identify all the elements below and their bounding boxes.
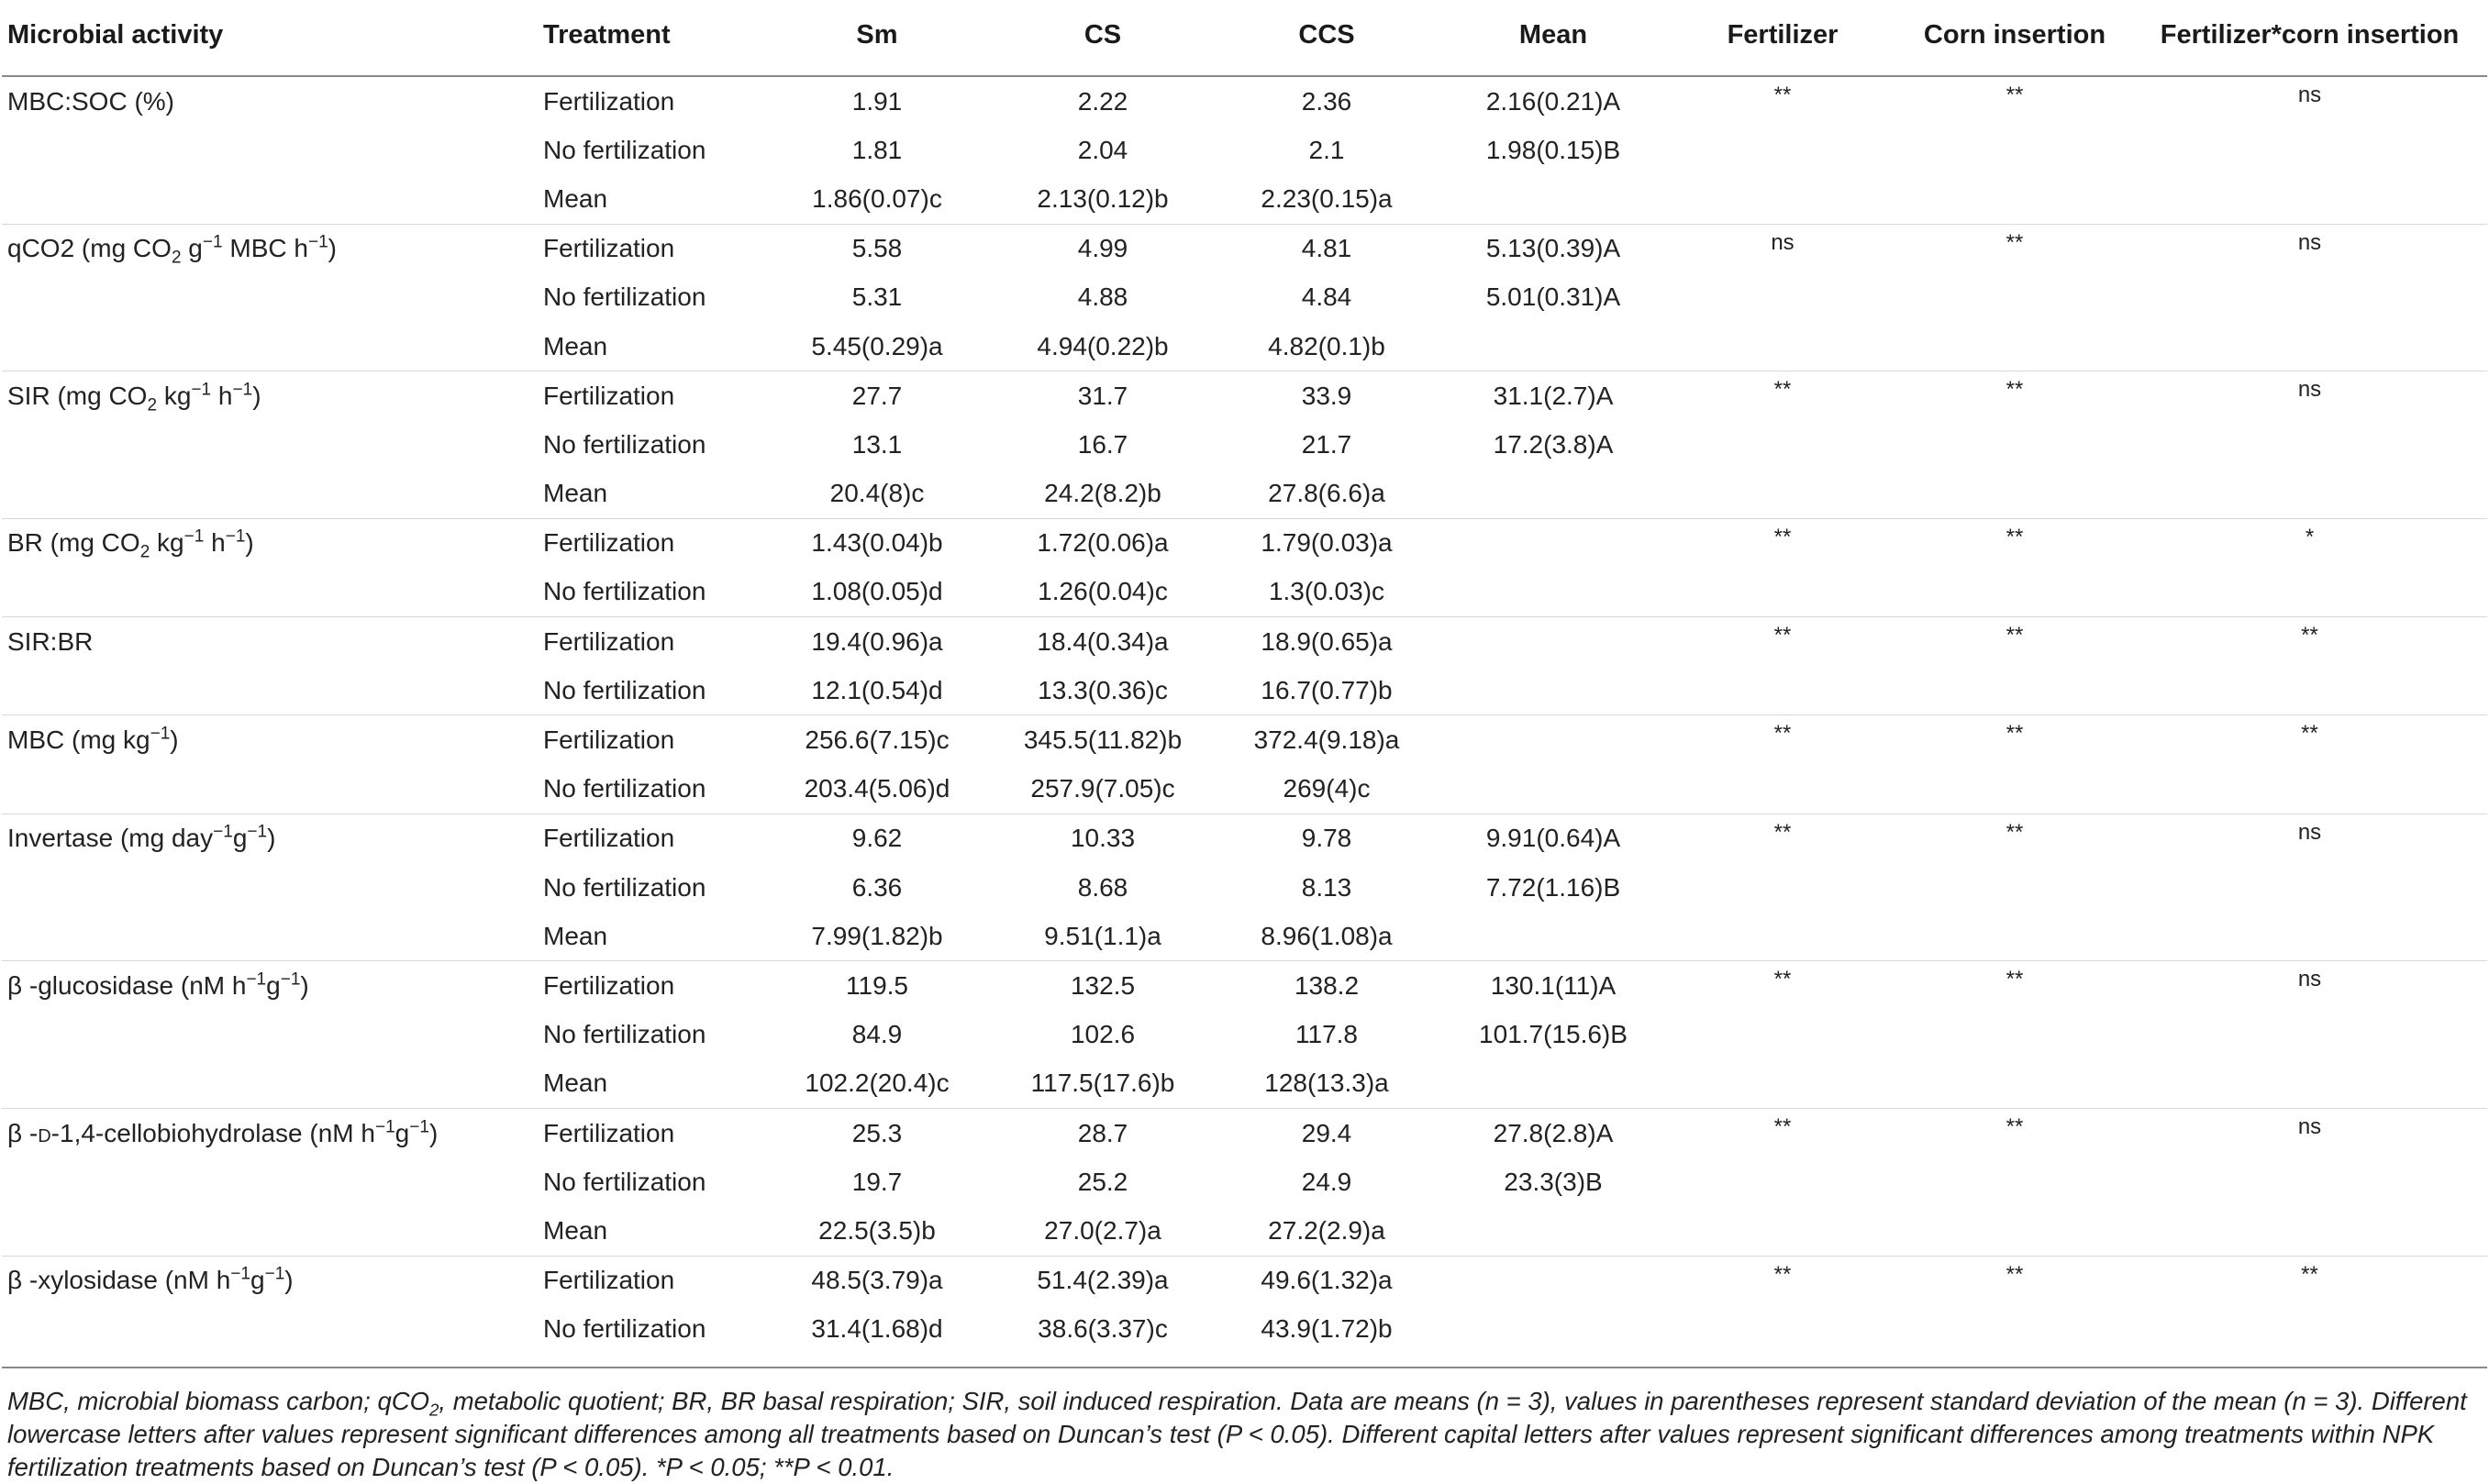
value-cell: 372.4(9.18)a [1215, 715, 1439, 765]
significance-cell [1897, 666, 2132, 715]
table-row [2, 518, 2487, 568]
mean-cell: 5.01(0.31)A [1485, 282, 1621, 312]
significance-cell [2132, 568, 2487, 617]
value-cell: 16.7 [1077, 429, 1128, 459]
treatment-cell: Mean [543, 479, 608, 508]
mean-cell [1439, 912, 1668, 961]
significance-cell [1668, 174, 1897, 224]
treatment-cell: Fertilization [539, 961, 763, 1011]
row-label-empty [2, 174, 539, 224]
treatment-cell: No fertilization [543, 675, 706, 704]
table-row [2, 420, 2487, 469]
treatment-cell: Fertilization [539, 617, 763, 667]
value-cell: 1.72(0.06)a [991, 518, 1215, 568]
significance-cell: * [2132, 518, 2487, 568]
value-cell: 16.7(0.77)b [1261, 675, 1393, 704]
value-cell: 5.31 [851, 282, 903, 312]
value-cell: 2.04 [1077, 135, 1128, 164]
table-row [2, 863, 2487, 912]
significance-cell: ** [1897, 814, 2132, 863]
value-cell: 38.6(3.37)c [1038, 1314, 1168, 1344]
significance-cell [1897, 1011, 2132, 1059]
significance-cell: ** [1668, 814, 1897, 863]
mean-cell: 5.13(0.39)A [1439, 224, 1668, 273]
row-label-invertase: Invertase (mg $day^{-1}g^{-1}$) [2, 814, 539, 863]
value-cell: 27.2(2.9)a [1268, 1215, 1385, 1245]
significance-cell [1897, 568, 2132, 617]
significance-cell [1668, 863, 1897, 912]
significance-cell [1668, 1011, 1897, 1059]
value-cell: 117.5(17.6)b [1030, 1069, 1175, 1098]
significance-cell [1668, 420, 1897, 469]
mean-cell: 9.91(0.64)A [1439, 814, 1668, 863]
value-cell: 27.0(2.7)a [1044, 1215, 1161, 1245]
mean-cell: 23.3(3)B [1504, 1167, 1603, 1196]
row-label-sir-br: SIR:BR [2, 617, 539, 667]
value-cell: 2.23(0.15)a [1261, 183, 1393, 213]
value-cell: 27.8(6.6)a [1268, 479, 1385, 508]
mean-cell: 130.1(11)A [1439, 961, 1668, 1011]
table-row [2, 666, 2487, 715]
row-label-xylosidase: β -xylosidase (nM $h^{-1}g^{-1}$) [2, 1256, 539, 1305]
significance-cell [1897, 126, 2132, 174]
table-footnote: MBC, microbial biomass carbon; qCO$_2$, metabolic quotient; BR, BR basal respiration; SIR, soil induced respiration. Data are means (n = 3), values in parentheses represent standard deviation of the mean (n = 3). Different lowercase letters after values represent significant differences among all treatments based on Duncan’s test (P < 0.05). Different capital letters after values represent significant differences among treatments within NPK fertilization treatments based on Duncan’s test (P < 0.05). *P < 0.05; **P < 0.01. [2, 1367, 2487, 1484]
mean-cell [1439, 1256, 1668, 1305]
row-label-sir: SIR (mg $CO_2$ $kg^{-1}$ $h^{-1}$) [2, 371, 539, 421]
mean-cell: 27.8(2.8)A [1439, 1108, 1668, 1157]
table-row [2, 76, 2487, 126]
significance-cell: ** [2132, 617, 2487, 667]
value-cell: 18.4(0.34)a [991, 617, 1215, 667]
row-label-empty [2, 1157, 539, 1206]
significance-cell [1668, 126, 1897, 174]
treatment-cell: No fertilization [543, 774, 706, 803]
row-label-glucosidase: β -glucosidase (nM $h^{-1}g^{-1}$) [2, 961, 539, 1011]
table-row [2, 1256, 2487, 1305]
mean-cell: 7.72(1.16)B [1485, 872, 1621, 902]
value-cell: 1.08(0.05)d [811, 577, 943, 606]
significance-cell [2132, 863, 2487, 912]
value-cell: 257.9(7.05)c [1030, 774, 1175, 803]
value-cell: 12.1(0.54)d [811, 675, 943, 704]
value-cell: 31.4(1.68)d [811, 1314, 943, 1344]
significance-cell [1668, 912, 1897, 961]
significance-cell: ** [1668, 1108, 1897, 1157]
value-cell: 2.36 [1301, 86, 1352, 116]
mean-cell: 31.1(2.7)A [1439, 371, 1668, 421]
significance-cell: ** [1668, 518, 1897, 568]
significance-cell [2132, 1305, 2487, 1354]
value-cell: 1.79(0.03)a [1215, 518, 1439, 568]
value-cell: 128(13.3)a [1264, 1069, 1389, 1098]
value-cell: 4.82(0.1)b [1268, 331, 1385, 360]
value-cell: 21.7 [1301, 429, 1352, 459]
value-cell: 25.3 [763, 1108, 991, 1157]
header-row [2, 9, 2487, 76]
table-row [2, 1305, 2487, 1354]
treatment-cell: Fertilization [539, 715, 763, 765]
treatment-cell: Fertilization [539, 371, 763, 421]
significance-cell [2132, 322, 2487, 371]
col-header-fertilizer: Fertilizer [1668, 9, 1897, 76]
significance-cell: ** [1897, 961, 2132, 1011]
significance-cell: ns [1668, 224, 1897, 273]
table-row [2, 470, 2487, 519]
significance-cell [1668, 273, 1897, 322]
table-row [2, 126, 2487, 174]
table-row [2, 224, 2487, 273]
mean-cell [1439, 715, 1668, 765]
significance-cell [2132, 1157, 2487, 1206]
table-row [2, 814, 2487, 863]
significance-cell: ns [2132, 224, 2487, 273]
significance-cell: ** [1897, 371, 2132, 421]
mean-cell: 101.7(15.6)B [1479, 1020, 1628, 1049]
mean-cell [1439, 1059, 1668, 1109]
table-row [2, 322, 2487, 371]
mean-cell [1439, 666, 1668, 715]
value-cell: 1.3(0.03)c [1268, 577, 1385, 606]
mean-cell [1439, 1305, 1668, 1354]
value-cell: 119.5 [763, 961, 991, 1011]
table-row [2, 1157, 2487, 1206]
value-cell: 4.88 [1077, 282, 1128, 312]
value-cell: 13.3(0.36)c [1038, 675, 1168, 704]
significance-cell: ** [1897, 224, 2132, 273]
col-header-ccs: CCS [1215, 9, 1439, 76]
table-row [2, 1059, 2487, 1109]
mean-cell [1439, 1206, 1668, 1256]
treatment-cell: No fertilization [543, 872, 706, 902]
treatment-cell: Mean [543, 1069, 608, 1098]
value-cell: 48.5(3.79)a [763, 1256, 991, 1305]
treatment-cell: No fertilization [543, 429, 706, 459]
significance-cell [1668, 568, 1897, 617]
mean-cell: 17.2(3.8)A [1493, 429, 1614, 459]
table-row [2, 912, 2487, 961]
value-cell: 9.62 [763, 814, 991, 863]
value-cell: 102.2(20.4)c [805, 1069, 950, 1098]
significance-cell: ns [2132, 371, 2487, 421]
row-label-mbc-soc: MBC:SOC (%) [7, 86, 174, 116]
value-cell: 1.81 [851, 135, 903, 164]
value-cell: 18.9(0.65)a [1215, 617, 1439, 667]
significance-cell [1897, 470, 2132, 519]
row-label-empty [2, 765, 539, 814]
significance-cell [1668, 666, 1897, 715]
value-cell: 4.99 [991, 224, 1215, 273]
significance-cell: ** [2006, 83, 2024, 107]
mean-cell [1439, 174, 1668, 224]
significance-cell [1897, 174, 2132, 224]
value-cell: 2.22 [1077, 86, 1128, 116]
mean-cell: 2.16(0.21)A [1485, 86, 1621, 116]
value-cell: 51.4(2.39)a [991, 1256, 1215, 1305]
value-cell: 4.84 [1301, 282, 1352, 312]
row-label-empty [2, 322, 539, 371]
value-cell: 84.9 [851, 1020, 903, 1049]
value-cell: 256.6(7.15)c [763, 715, 991, 765]
value-cell: 8.96(1.08)a [1261, 921, 1393, 950]
mean-cell [1439, 568, 1668, 617]
significance-cell: ** [1668, 961, 1897, 1011]
value-cell: 31.7 [991, 371, 1215, 421]
significance-cell [1668, 1059, 1897, 1109]
significance-cell [1897, 1059, 2132, 1109]
significance-cell [1897, 912, 2132, 961]
mean-cell [1439, 518, 1668, 568]
value-cell: 4.81 [1215, 224, 1439, 273]
treatment-cell: No fertilization [543, 577, 706, 606]
table-row [2, 617, 2487, 667]
value-cell: 2.1 [1308, 135, 1345, 164]
treatment-cell: Fertilization [539, 1108, 763, 1157]
table-row [2, 1011, 2487, 1059]
significance-cell [2132, 273, 2487, 322]
treatment-cell: Mean [543, 1215, 608, 1245]
value-cell: 102.6 [1070, 1020, 1136, 1049]
significance-cell: ns [2132, 961, 2487, 1011]
mean-cell: 1.98(0.15)B [1485, 135, 1621, 164]
row-label-br: BR (mg $CO_2$ $kg^{-1}$ $h^{-1}$) [2, 518, 539, 568]
microbial-activity-table [2, 9, 2487, 1354]
treatment-cell: No fertilization [543, 1314, 706, 1344]
row-label-empty [2, 126, 539, 174]
mean-cell [1439, 765, 1668, 814]
value-cell: 9.78 [1215, 814, 1439, 863]
value-cell: 24.2(8.2)b [1044, 479, 1161, 508]
treatment-cell: Fertilization [539, 814, 763, 863]
treatment-cell: Fertilization [539, 518, 763, 568]
significance-cell [1897, 420, 2132, 469]
treatment-cell: Fertilization [539, 224, 763, 273]
treatment-cell: No fertilization [543, 1020, 706, 1049]
value-cell: 117.8 [1295, 1020, 1358, 1049]
significance-cell [1668, 765, 1897, 814]
table-row [2, 1206, 2487, 1256]
significance-cell [2132, 420, 2487, 469]
value-cell: 33.9 [1215, 371, 1439, 421]
value-cell: 22.5(3.5)b [818, 1215, 936, 1245]
significance-cell [1897, 765, 2132, 814]
value-cell: 25.2 [1077, 1167, 1128, 1196]
value-cell: 9.51(1.1)a [1044, 921, 1161, 950]
value-cell: 1.43(0.04)b [763, 518, 991, 568]
significance-cell: ns [2132, 1108, 2487, 1157]
value-cell: 8.13 [1301, 872, 1352, 902]
row-label-empty [2, 863, 539, 912]
table-row [2, 715, 2487, 765]
significance-cell: ns [2132, 814, 2487, 863]
value-cell: 345.5(11.82)b [991, 715, 1215, 765]
value-cell: 7.99(1.82)b [811, 921, 943, 950]
value-cell: 29.4 [1215, 1108, 1439, 1157]
table-body [2, 76, 2487, 1354]
col-header-sm: Sm [763, 9, 991, 76]
significance-cell: ns [2297, 83, 2322, 107]
significance-cell: ** [1773, 83, 1792, 107]
value-cell: 20.4(8)c [829, 479, 925, 508]
value-cell: 1.26(0.04)c [1038, 577, 1168, 606]
col-header-activity: Microbial activity [2, 9, 539, 76]
significance-cell [1897, 1206, 2132, 1256]
significance-cell [1668, 1206, 1897, 1256]
value-cell: 24.9 [1301, 1167, 1352, 1196]
value-cell: 132.5 [991, 961, 1215, 1011]
value-cell: 28.7 [991, 1108, 1215, 1157]
significance-cell [2132, 765, 2487, 814]
significance-cell: ** [1897, 617, 2132, 667]
table-row [2, 961, 2487, 1011]
row-label-cellobiohydrolase: β -d-1,4-cellobiohydrolase (nM $h^{-1}g^{-1}$) [2, 1108, 539, 1157]
significance-cell: ** [1897, 715, 2132, 765]
value-cell: 8.68 [1077, 872, 1128, 902]
significance-cell: ** [1668, 1256, 1897, 1305]
col-header-interaction: Fertilizer*corn insertion [2132, 9, 2487, 76]
significance-cell: ** [1897, 518, 2132, 568]
significance-cell [1897, 273, 2132, 322]
col-header-treatment: Treatment [539, 9, 763, 76]
row-label-empty [2, 470, 539, 519]
table-row [2, 174, 2487, 224]
significance-cell [1668, 1305, 1897, 1354]
row-label-mbc: MBC (mg $kg^{-1}$) [2, 715, 539, 765]
significance-cell [2132, 912, 2487, 961]
significance-cell: ** [2132, 1256, 2487, 1305]
mean-cell [1439, 617, 1668, 667]
row-label-qco2: qCO2 (mg $CO_2$ $g^{-1}$ MBC $h^{-1}$) [2, 224, 539, 273]
table-row [2, 568, 2487, 617]
mean-cell [1439, 322, 1668, 371]
value-cell: 1.91 [851, 86, 903, 116]
significance-cell: ** [2132, 715, 2487, 765]
significance-cell [1897, 322, 2132, 371]
treatment-cell: Mean [543, 183, 608, 213]
row-label-empty [2, 666, 539, 715]
treatment-cell: Fertilization [539, 1256, 763, 1305]
value-cell: 43.9(1.72)b [1261, 1314, 1393, 1344]
value-cell: 49.6(1.32)a [1215, 1256, 1439, 1305]
value-cell: 269(4)c [1283, 774, 1371, 803]
significance-cell [2132, 1011, 2487, 1059]
treatment-cell: Mean [543, 331, 608, 360]
significance-cell [2132, 174, 2487, 224]
value-cell: 6.36 [851, 872, 903, 902]
value-cell: 138.2 [1215, 961, 1439, 1011]
significance-cell [2132, 666, 2487, 715]
value-cell: 2.13(0.12)b [1037, 183, 1169, 213]
table-row [2, 371, 2487, 421]
significance-cell [2132, 470, 2487, 519]
value-cell: 19.4(0.96)a [763, 617, 991, 667]
row-label-empty [2, 1011, 539, 1059]
row-label-empty [2, 568, 539, 617]
value-cell: 5.58 [763, 224, 991, 273]
value-cell: 5.45(0.29)a [811, 331, 943, 360]
col-header-corn-insertion: Corn insertion [1897, 9, 2132, 76]
treatment-cell: No fertilization [543, 282, 706, 312]
significance-cell: ** [1668, 371, 1897, 421]
treatment-cell: No fertilization [543, 135, 706, 164]
mean-cell [1439, 470, 1668, 519]
significance-cell [1897, 863, 2132, 912]
col-header-mean: Mean [1439, 9, 1668, 76]
row-label-empty [2, 1305, 539, 1354]
row-label-empty [2, 912, 539, 961]
significance-cell [1897, 1305, 2132, 1354]
table-row [2, 765, 2487, 814]
treatment-cell: No fertilization [543, 1167, 706, 1196]
col-header-cs: CS [991, 9, 1215, 76]
significance-cell [1668, 470, 1897, 519]
significance-cell: ** [1897, 1256, 2132, 1305]
value-cell: 4.94(0.22)b [1037, 331, 1169, 360]
value-cell: 27.7 [763, 371, 991, 421]
table-row [2, 1108, 2487, 1157]
significance-cell [1668, 322, 1897, 371]
significance-cell [1668, 1157, 1897, 1206]
value-cell: 13.1 [851, 429, 903, 459]
row-label-empty [2, 1206, 539, 1256]
significance-cell: ** [1668, 715, 1897, 765]
significance-cell [1897, 1157, 2132, 1206]
significance-cell [2132, 1206, 2487, 1256]
value-cell: 19.7 [851, 1167, 903, 1196]
significance-cell: ** [1668, 617, 1897, 667]
row-label-empty [2, 273, 539, 322]
value-cell: 1.86(0.07)c [812, 183, 942, 213]
row-label-empty [2, 1059, 539, 1109]
row-label-empty [2, 420, 539, 469]
treatment-cell: Fertilization [543, 86, 675, 116]
treatment-cell: Mean [543, 921, 608, 950]
significance-cell: ** [1897, 1108, 2132, 1157]
table-row [2, 273, 2487, 322]
significance-cell [2132, 1059, 2487, 1109]
significance-cell [2132, 126, 2487, 174]
value-cell: 203.4(5.06)d [804, 774, 950, 803]
value-cell: 10.33 [991, 814, 1215, 863]
